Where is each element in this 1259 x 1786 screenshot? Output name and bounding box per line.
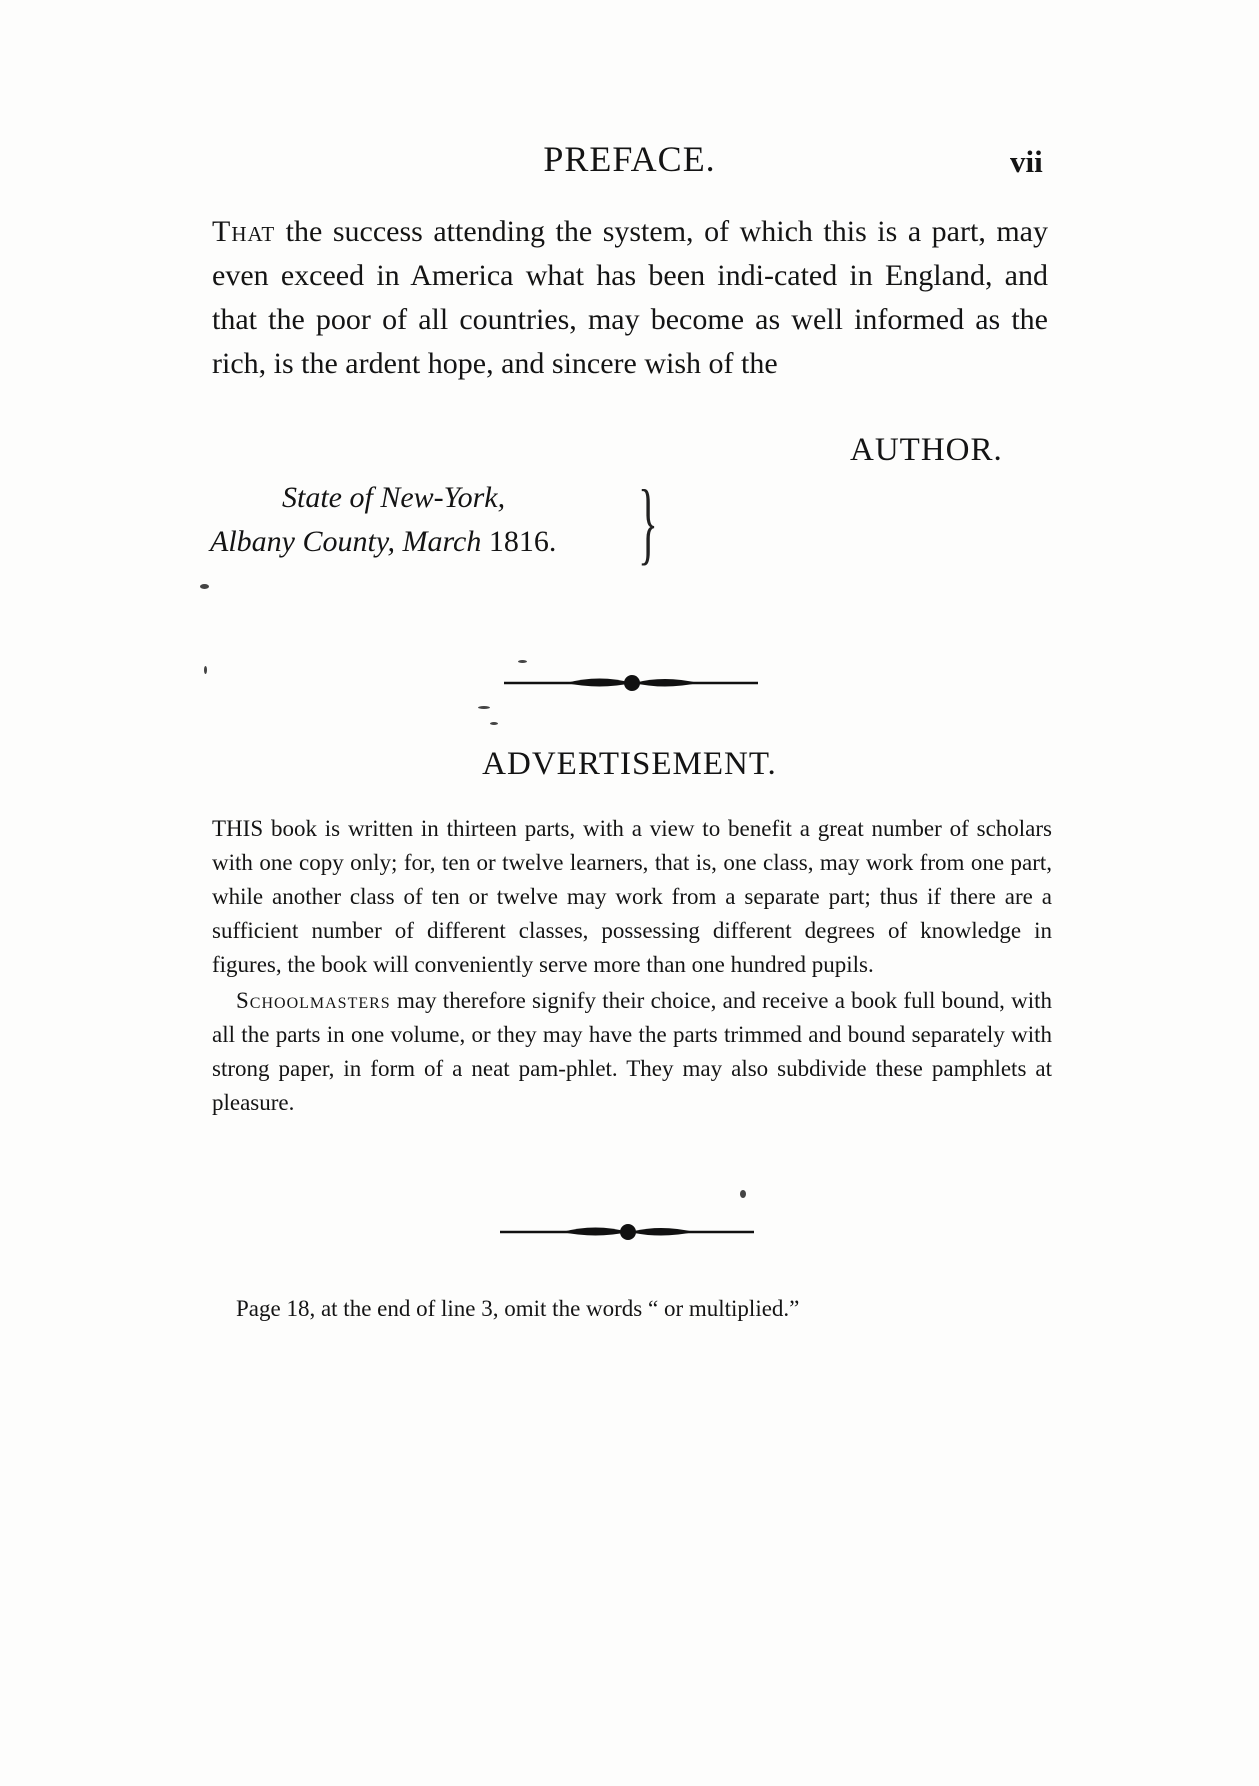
preface-opening-word: That: [212, 215, 276, 248]
scan-speck: [204, 666, 207, 674]
dateline-state: State of New-York,: [282, 481, 506, 514]
running-title: PREFACE.: [543, 139, 716, 179]
dateline-place: Albany County, March: [210, 525, 489, 558]
scan-speck: [478, 706, 490, 709]
author-signature: AUTHOR.: [850, 432, 1003, 468]
dateline-year: 1816.: [488, 525, 557, 558]
dateline-county-date: [210, 520, 630, 564]
scan-speck: [490, 722, 498, 725]
scan-speck: [518, 660, 527, 663]
advertisement-paragraph-2-text: may therefore signify their choice, and receive a book full bound, with all the parts in one volume, or they may have the parts trimmed and bound separately with strong paper, in form of a neat pam-phlet. They may also subdivide these pamphlets at pleasure.: [212, 988, 1052, 1115]
advertisement-paragraph-2: [212, 984, 1052, 1120]
scan-speck: [740, 1190, 746, 1198]
scan-speck: [200, 584, 209, 589]
erratum-note: Page 18, at the end of line 3, omit the words “ or multiplied.”: [236, 1296, 800, 1321]
advertisement-paragraph-1: THIS book is written in thirteen parts, with a view to benefit a great number of scholars with one copy only; for, ten or twelve learners, that is, one class, may work from one part, while another class of ten or twelve may work from a separate part; thus if there are a sufficient number of different classes, possessing different degrees of knowledge in figures, the book will conveniently serve more than one hundred pupils.: [212, 816, 1052, 977]
preface-text: the success attending the system, of which this is a part, may even exceed in America what has been indi-cated in England, and that the poor of all countries, may become as well informed as the rich, is the ardent hope, and sincere wish of the: [212, 215, 1048, 380]
advertisement-body: [212, 812, 1052, 1120]
scroll-ornament-icon: [504, 670, 758, 696]
page-number: vii: [1010, 144, 1043, 179]
preface-paragraph: [212, 210, 1048, 386]
curly-brace-icon: }: [638, 471, 658, 573]
scroll-ornament-icon: [500, 1219, 754, 1245]
dateline: [210, 476, 630, 564]
advertisement-heading: ADVERTISEMENT.: [482, 746, 777, 782]
advertisement-paragraph-2-opening: Schoolmasters: [236, 988, 391, 1013]
